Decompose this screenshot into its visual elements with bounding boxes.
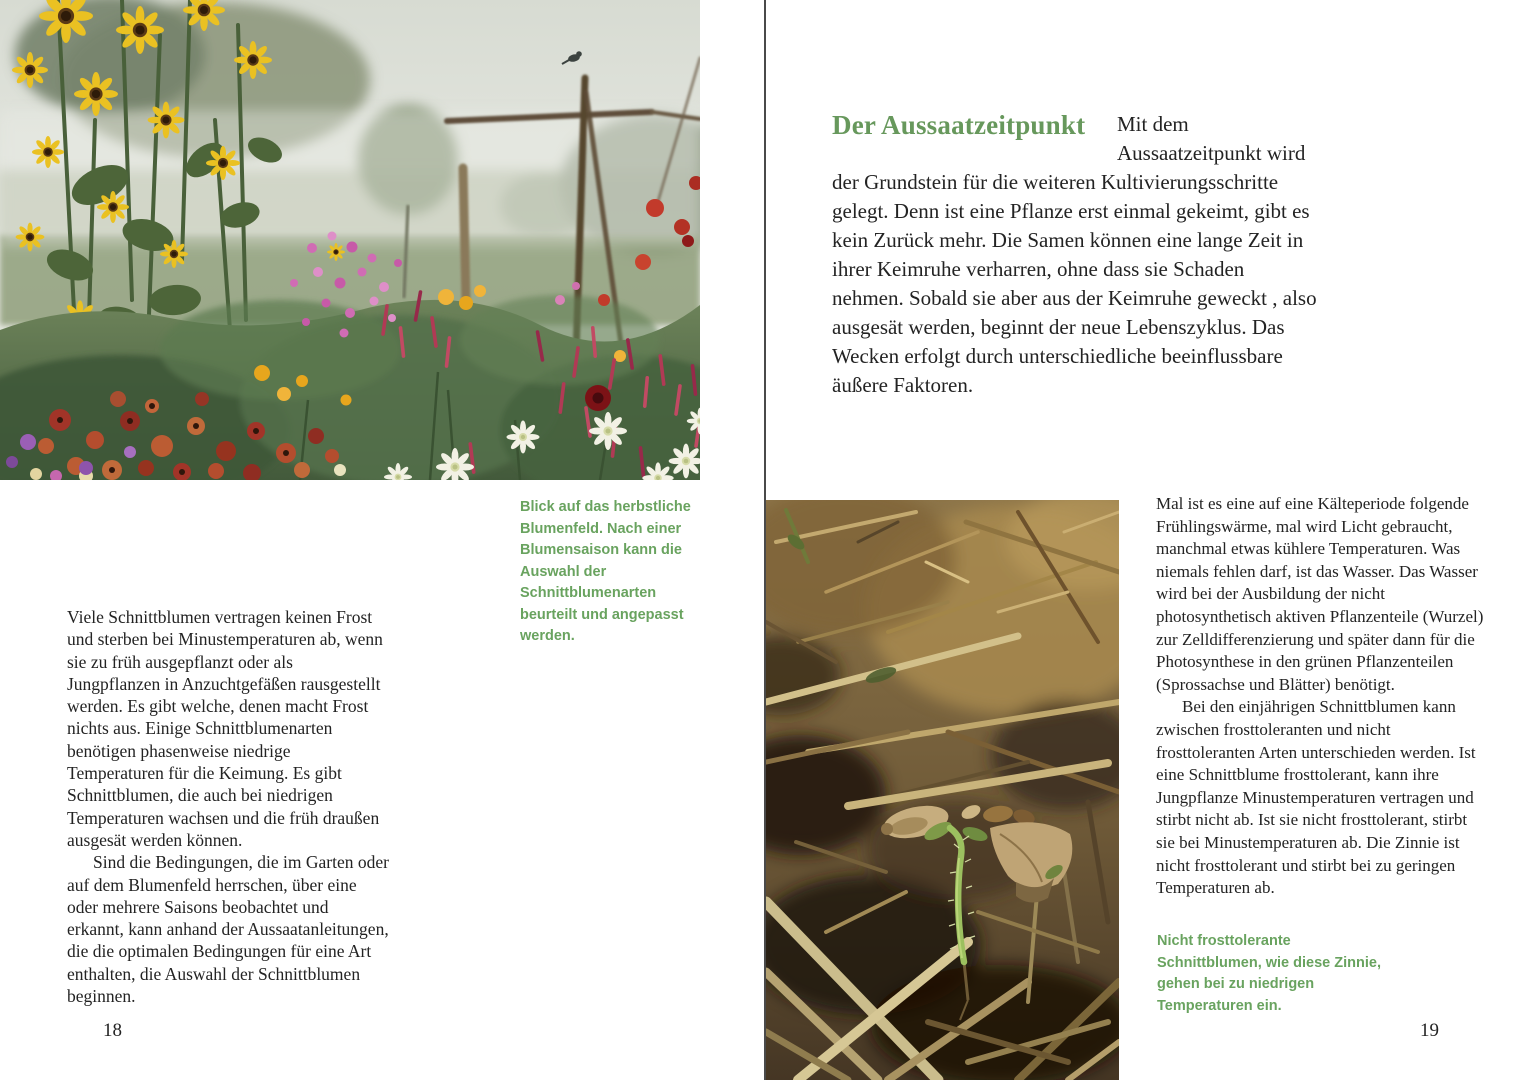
page-number-left: 18: [103, 1020, 122, 1041]
seedling-photo: [766, 500, 1119, 1080]
seedling-illustration: [766, 500, 1119, 1080]
left-paragraph-1: Viele Schnittblumen vertragen keinen Frost und sterben bei Minustemperaturen ab, wenn sie zu früh ausgepflanzt oder als Jungpflanzen in Anzuchtgefäßen rausgestellt werden. Es gibt welche, denen macht Frost nichts aus. Einige Schnittblumenarten benötigen phasenweise niedrige Temperaturen für die Keimung. Es gibt Schnittblumen, die auch bei niedrigen Temperaturen wachsen und die früh draußen ausgesät werden können.: [67, 607, 383, 850]
flower-field-photo: [0, 0, 700, 480]
photo-caption-left: Blick auf das herbstliche Blumenfeld. Nach einer Blumensaison kann die Auswahl der Schnittblumenarten beurteilt und angepasst werden.: [520, 499, 691, 644]
right-paragraph-1: Mal ist es eine auf eine Kälteperiode folgende Frühlingswärme, mal wird Licht gebraucht, manchmal etwas kühlere Temperaturen. Was niemals fehlen darf, ist das Wasser. Das Wasser wird bei der Ausbildung der nicht photosynthetisch aktiven Pflanzenteile (Wurzel) zur Zelldifferenzierung und später dann für die Photosynthese in den grünen Pflanzenteilen (Sprossachse und Blätter) benötigt.: [1156, 494, 1484, 694]
intro-paragraph: Mit dem Aussaatzeitpunkt wird der Grundstein für die weiteren Kultivierungsschritte gelegt. Denn ist eine Pflanze erst einmal gekeimt, gibt es kein Zurück mehr. Die Samen können eine lange Zeit in ihrer Keimruhe verharren, ohne dass sie Schaden nehmen. Sobald sie aber aus der Keimruhe geweckt , also ausgesät werden, beginnt der neue Lebenszyklus. Das Wecken erfolgt durch unterschiedliche beeinflussbare äußere Faktoren.: [832, 112, 1317, 397]
right-page-intro: [832, 110, 1320, 400]
right-paragraph-2: Bei den einjährigen Schnittblumen kann zwischen frosttoleranten und nicht frosttoleranten Arten unterschieden werden. Ist eine Schnittblume frosttolerant, kann ihre Jungpflanze Minustemperaturen vertragen und stirbt nicht ab. Ist sie nicht frosttolerant, stirbt sie bei Minustemperaturen ab. Die Zinnie ist nicht frosttolerant und stirbt bei zu geringen Temperaturen ab.: [1156, 697, 1476, 898]
left-page-body: [67, 606, 389, 1007]
section-heading: Der Aussaatzeitpunkt: [832, 110, 1086, 140]
flower-field-illustration: [0, 0, 700, 480]
left-paragraph-2: Sind die Bedingungen, die im Garten oder auf dem Blumenfeld herrschen, über eine oder mehrere Saisons beobachtet und erkannt, kann anhand der Aussaatanleitungen, die die optimalen Bedingungen für eine Art enthalten, die Auswahl der Schnittblumen beginnen.: [67, 852, 389, 1007]
photo-caption-right: Nicht frosttolerante Schnittblumen, wie diese Zinnie, gehen bei zu niedrigen Temperaturen ein.: [1157, 933, 1381, 1014]
page-number-right: 19: [1420, 1020, 1439, 1041]
right-page-column: [1156, 493, 1490, 900]
